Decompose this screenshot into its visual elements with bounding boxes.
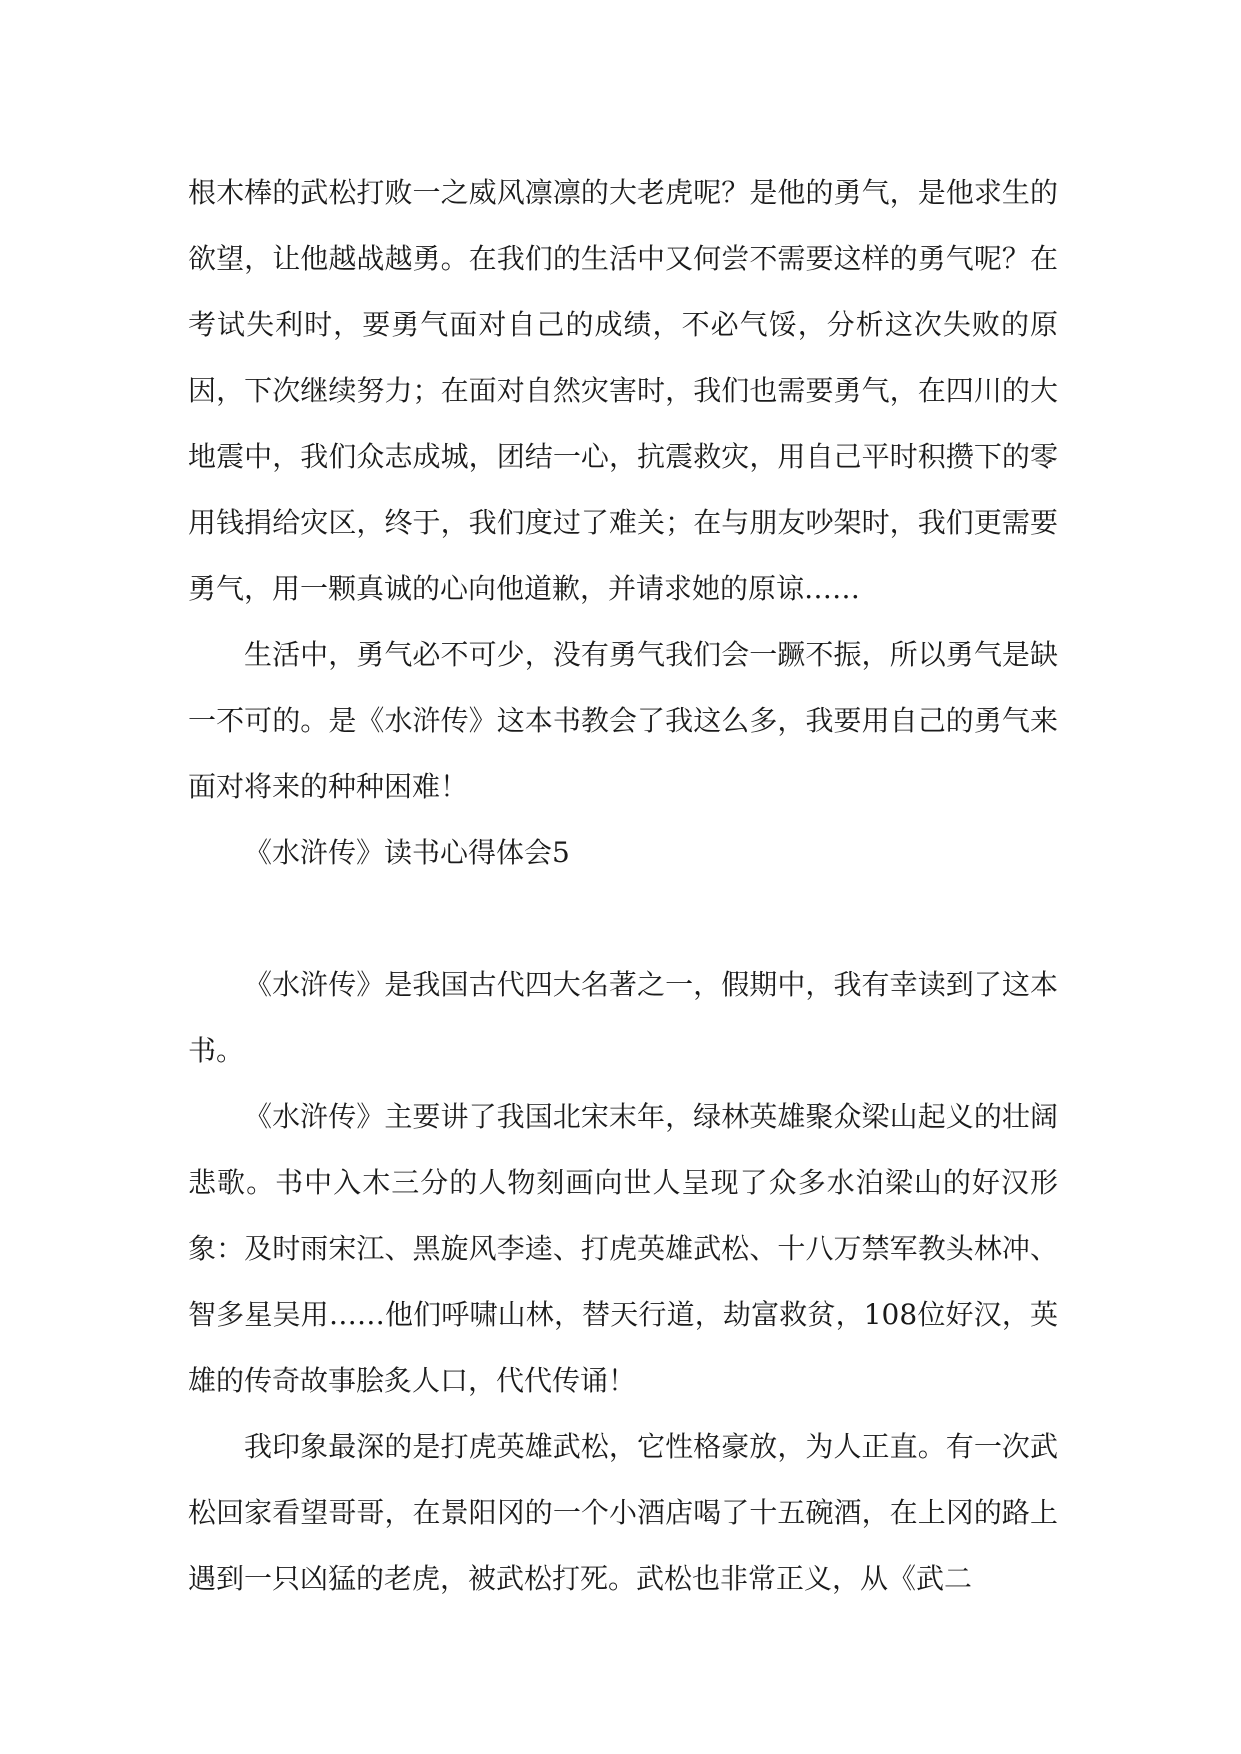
document-body xyxy=(188,160,1058,1612)
paragraph-courage-examples: 根木棒的武松打败一之威风凛凛的大老虎呢？是他的勇气，是他求生的欲望，让他越战越勇。在我们的生活中又何尝不需要这样的勇气呢？在考试失利时，要勇气面对自己的成绩，不必气馁，分析这次失败的原因，下次继续努力；在面对自然灾害时，我们也需要勇气，在四川的大地震中，我们众志成城，团结一心，抗震救灾，用自己平时积攒下的零用钱捐给灾区，终于，我们度过了难关；在与朋友吵架时，我们更需要勇气，用一颗真诚的心向他道歉，并请求她的原谅…… xyxy=(188,176,1058,605)
blank-line xyxy=(188,886,1058,952)
paragraph-intro: 《水浒传》是我国古代四大名著之一，假期中，我有幸读到了这本书。 xyxy=(188,968,1058,1067)
section-heading: 《水浒传》读书心得体会5 xyxy=(244,836,570,869)
paragraph-wusong: 我印象最深的是打虎英雄武松，它性格豪放，为人正直。有一次武松回家看望哥哥，在景阳冈的一个小酒店喝了十五碗酒，在上冈的路上遇到一只凶猛的老虎，被武松打死。武松也非常正义，从《武二 xyxy=(188,1430,1058,1595)
paragraph-courage-conclusion: 生活中，勇气必不可少，没有勇气我们会一蹶不振，所以勇气是缺一不可的。是《水浒传》这本书教会了我这么多，我要用自己的勇气来面对将来的种种困难！ xyxy=(188,638,1058,803)
paragraph-summary: 《水浒传》主要讲了我国北宋末年，绿林英雄聚众梁山起义的壮阔悲歌。书中入木三分的人物刻画向世人呈现了众多水泊梁山的好汉形象：及时雨宋江、黑旋风李逵、打虎英雄武松、十八万禁军教头林冲、智多星吴用……他们呼啸山林，替天行道，劫富救贫，108位好汉，英雄的传奇故事脍炙人口，代代传诵！ xyxy=(188,1100,1058,1397)
